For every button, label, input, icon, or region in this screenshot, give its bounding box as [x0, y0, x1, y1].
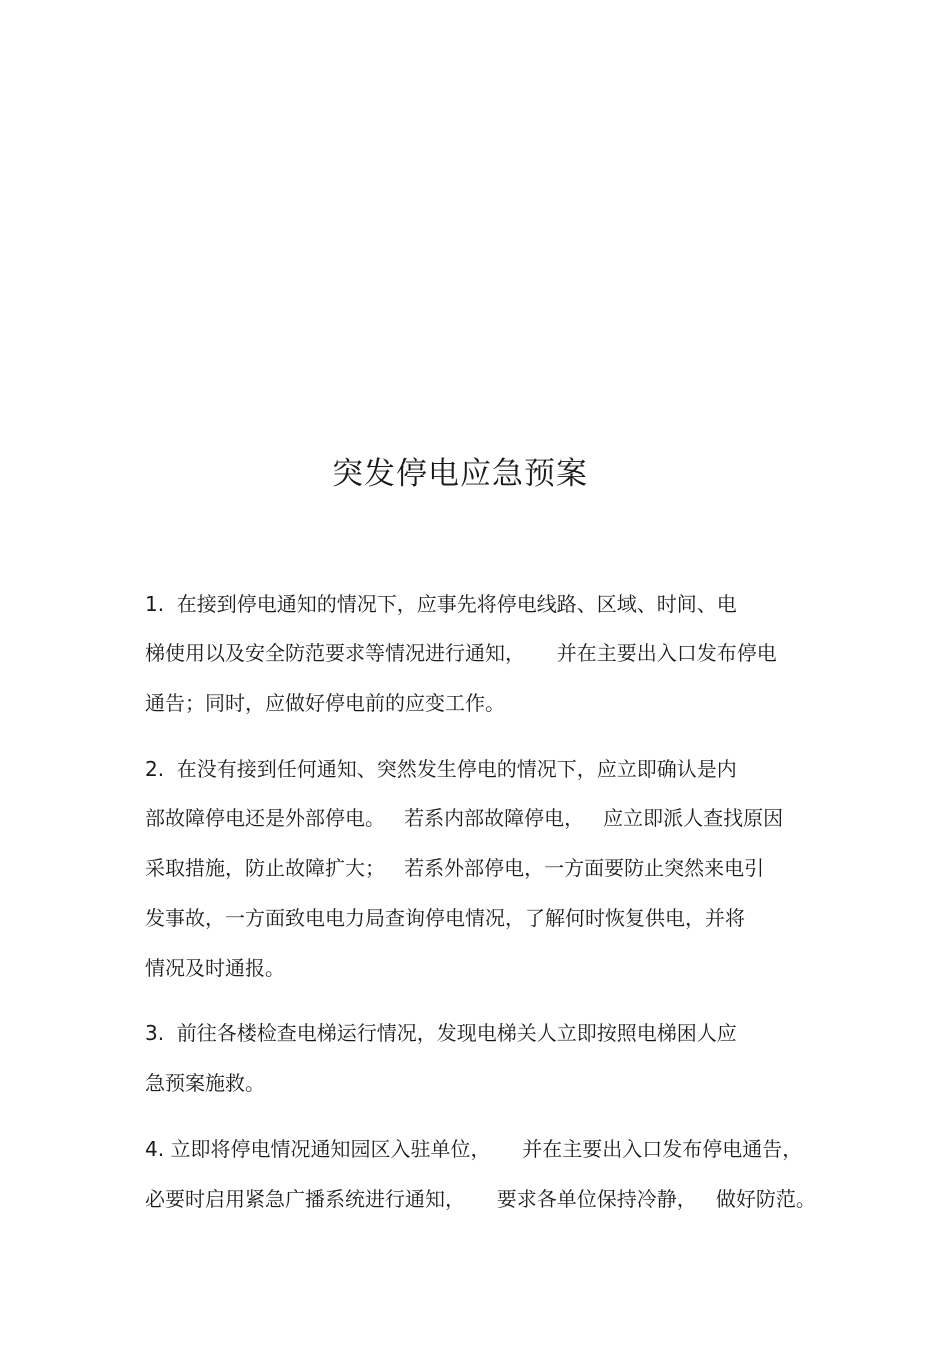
paragraph-3-line-2: 急预案施救。: [145, 1071, 265, 1095]
paragraph-3-line-1: 3. 前往各楼检查电梯运行情况，发现电梯关人立即按照电梯困人应: [145, 1021, 737, 1045]
document-title: 突发停电应急预案: [332, 456, 588, 492]
paragraph-1-line-1: 1. 在接到停电通知的情况下，应事先将停电线路、区域、时间、电: [145, 592, 737, 616]
paragraph-4-line-1: 4. 立即将停电情况通知园区入驻单位， 并在主要出入口发布停电通告，: [145, 1137, 803, 1161]
paragraph-4-line-2: 必要时启用紧急广播系统进行通知， 要求各单位保持冷静， 做好防范。: [145, 1187, 816, 1211]
paragraph-2-line-2: 部故障停电还是外部停电。 若系内部故障停电， 应立即派人查找原因: [145, 806, 784, 830]
paragraph-2-line-1: 2. 在没有接到任何通知、突然发生停电的情况下，应立即确认是内: [145, 757, 737, 781]
paragraph-1-line-2: 梯使用以及安全防范要求等情况进行通知， 并在主要出入口发布停电: [145, 641, 777, 665]
paragraph-2-line-5: 情况及时通报。: [145, 956, 285, 980]
paragraph-2-line-3: 采取措施，防止故障扩大； 若系外部停电，一方面要防止突然来电引: [145, 856, 765, 880]
paragraph-2-line-4: 发事故，一方面致电电力局查询停电情况，了解何时恢复供电，并将: [145, 906, 745, 930]
paragraph-1-line-3: 通告；同时，应做好停电前的应变工作。: [145, 691, 505, 715]
